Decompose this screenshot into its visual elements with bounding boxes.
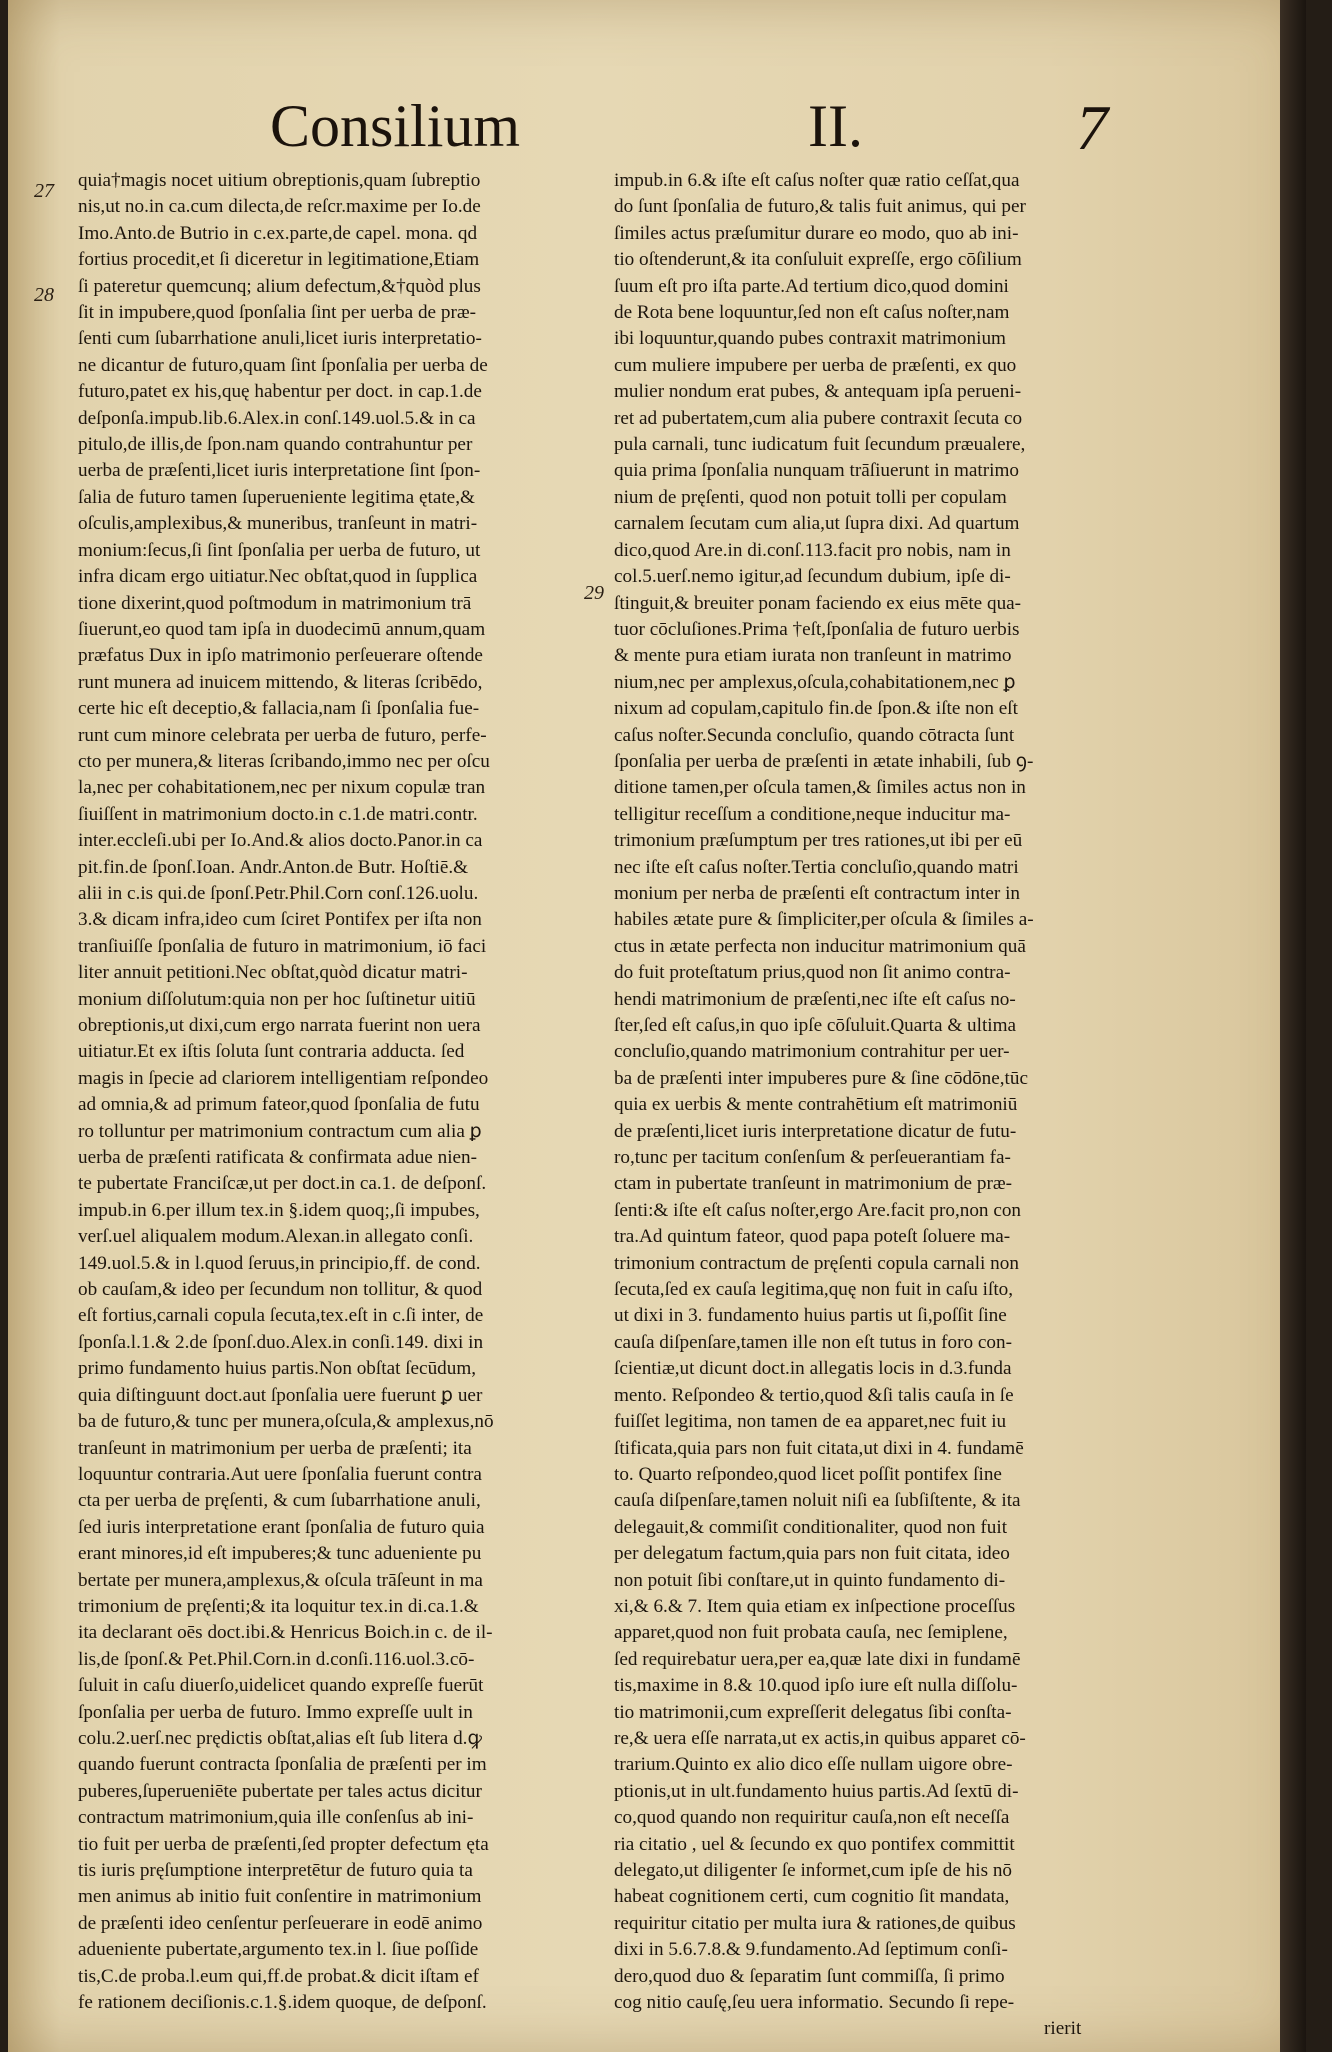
text-line: ſcientiæ,ut dicunt doct.in allegatis locis in d.3.funda [614, 1358, 1012, 1380]
text-line: ſponſalia per uerba de futuro. Immo expreſſe uult in [78, 1701, 473, 1723]
text-line: bertate per munera,amplexus,& oſcula trāſeunt in ma [78, 1569, 483, 1591]
text-line: mento. Reſpondeo & tertio,quod &ſi talis cauſa in ſe [614, 1384, 1014, 1406]
running-head-number: II. [808, 93, 863, 159]
text-line: cto per munera,& literas ſcribando,immo nec per oſcu [78, 750, 490, 772]
text-line: quia diſtinguunt doct.aut ſponſalia uere fuerunt ꝑ uer [78, 1384, 483, 1406]
text-line: ad omnia,& ad primum fateor,quod ſponſalia de futu [78, 1094, 480, 1116]
text-line: ſenti:& iſte eſt caſus noſter,ergo Are.facit pro,non con [614, 1199, 1022, 1221]
text-line: tio matrimonii,cum expreſſerit delegatus ſibi conſta- [614, 1701, 1012, 1723]
text-line: ro tolluntur per matrimonium contractum cum alia ꝑ [78, 1120, 482, 1142]
text-line: tra.Ad quintum fateor, quod papa poteſt ſoluere ma- [614, 1226, 1011, 1248]
text-line: liter annuit petitioni.Nec obſtat,quòd dicatur matri- [78, 962, 468, 984]
left-text-column [78, 168, 582, 2016]
text-line: ba de futuro,& tunc per munera,oſcula,& amplexus,nō [78, 1411, 494, 1433]
text-line: tranſeunt in matrimonium per uerba de præſenti; ita [78, 1437, 472, 1459]
text-line: ſi pateretur quemcunq; alium defectum,&†quòd plus [78, 275, 481, 297]
text-line: ſtinguit,& breuiter ponam faciendo ex eius mēte qua- [614, 592, 1022, 614]
text-line: lis,de ſponſ.& Pet.Phil.Corn.in d.conſi.116.uol.3.cō- [78, 1648, 475, 1670]
text-line: re,& uera eſſe narrata,ut ex actis,in quibus apparet cō- [614, 1727, 1026, 1749]
text-line: tio fuit per uerba de præſenti,ſed propter defectum ęta [78, 1833, 489, 1855]
text-line: ſed requirebatur uera,per ea,quæ late dixi in fundamē [614, 1648, 1021, 1670]
text-line: fortius procedit,et ſi diceretur in legitimatione,Etiam [78, 249, 480, 271]
margin-number-28: 28 [34, 284, 54, 306]
text-line: ſalia de futuro tamen ſuperueniente legitima ętate,& [78, 486, 475, 508]
text-line: caſus noſter.Secunda concluſio, quando cōtracta ſunt [614, 724, 1015, 746]
text-line: non potuit ſibi conſtare,ut in quinto fundamento di- [614, 1569, 1006, 1591]
text-line: monium diſſolutum:quia non per hoc ſuſtinetur uitiū [78, 988, 476, 1010]
margin-number-29: 29 [584, 582, 604, 604]
text-line: de præſenti ideo cenſentur perſeuerare in eodē animo [78, 1912, 483, 1934]
text-line: 149.uol.5.& in l.quod ſeruus,in principio,ff. de cond. [78, 1252, 481, 1274]
text-line: uerba de præſenti ratificata & confirmata adue nien- [78, 1147, 478, 1169]
text-line: dero,quod duo & ſeparatim ſunt commiſſa, ſi primo [614, 1965, 1005, 1987]
text-line: futuro,patet ex his,quę habentur per doct. in cap.1.de [78, 381, 482, 403]
text-line: la,nec per cohabitationem,nec per nixum copulæ tran [78, 777, 486, 799]
right-text-column [614, 168, 1118, 2043]
text-line: trarium.Quinto ex alio dico eſſe nullam uigore obre- [614, 1754, 1013, 1776]
text-line: ctam in pubertate tranſeunt in matrimonium de præ- [614, 1173, 1013, 1195]
text-line: eſt fortius,carnali copula ſecuta,tex.eſt in c.ſi inter, de [78, 1305, 484, 1327]
text-line: to. Quarto reſpondeo,quod licet poſſit pontifex ſine [614, 1463, 1002, 1485]
text-line: Imo.Anto.de Butrio in c.ex.parte,de capel. mona. qd [78, 222, 478, 244]
text-line: nixum ad copulam,capitulo fin.de ſpon.& iſte non eſt [614, 698, 1018, 720]
text-line: uitiatur.Et ex iſtis ſoluta ſunt contraria adducta. ſed [78, 1041, 465, 1063]
text-line: rierit [1044, 2018, 1082, 2040]
text-line: obreptionis,ut dixi,cum ergo narrata fuerint non uera [78, 1015, 481, 1036]
text-line: ſenti cum ſubarrhatione anuli,licet iuris interpretatio- [78, 328, 482, 350]
text-line: ba de præſenti inter impuberes pure & ſine cōdōne,tūc [614, 1067, 1029, 1089]
text-line: col.5.uerſ.nemo igitur,ad ſecundum dubium, ipſe di- [614, 566, 1011, 588]
text-line: primo fundamento huius partis.Non obſtat ſecūdum, [78, 1358, 477, 1380]
text-line: ne dicantur de futuro,quam ſint ſponſalia per uerba de [78, 354, 488, 376]
text-line: cta per uerba de pręſenti, & cum ſubarrhatione anuli, [78, 1490, 481, 1512]
text-line: deſponſa.impub.lib.6.Alex.in conſ.149.uol.5.& in ca [78, 407, 476, 429]
text-line: runt munera ad inuicem mittendo, & literas ſcribēdo, [78, 671, 483, 693]
text-line: ſed iuris interpretatione erant ſponſalia de futuro quia [78, 1516, 485, 1538]
text-line: inter.eccleſi.ubi per Io.And.& alios docto.Panor.in ca [78, 830, 483, 852]
text-line: cum muliere impubere per uerba de præſenti, ex quo [614, 354, 1017, 376]
text-line: pitulo,de illis,de ſpon.nam quando contrahuntur per [78, 434, 473, 456]
text-line: trimonium præſumptum per tres rationes,ut ibi per eū [614, 830, 1023, 852]
text-line: de Rota bene loquuntur,ſed non eſt caſus noſter,nam [614, 302, 1010, 324]
text-line: mulier nondum erat pubes, & antequam ipſa perueni- [614, 381, 1022, 403]
text-line: uerba de præſenti,licet iuris interpretatione ſint ſpon- [78, 460, 481, 482]
text-line: ita declarant oēs doct.ibi.& Henricus Boich.in c. de il- [78, 1622, 493, 1644]
text-line: & mente pura etiam iurata non tranſeunt in matrimo [614, 645, 1012, 667]
text-line: delegato,ut diligenter ſe informet,cum ipſe de his nō [614, 1860, 1013, 1881]
text-line: tis,C.de proba.l.eum qui,ff.de probat.& dicit iſtam ef [78, 1965, 479, 1987]
book-page [8, 0, 1306, 2052]
text-line: delegauit,& commiſit conditionaliter, quod non fuit [614, 1516, 1008, 1538]
text-line: quia†magis nocet uitium obreptionis,quam ſubreptio [78, 170, 481, 191]
text-line: trimonium contractum de pręſenti copula carnali non [614, 1252, 1019, 1274]
text-line: dixi in 5.6.7.8.& 9.fundamento.Ad ſeptimum conſi- [614, 1939, 1008, 1961]
text-line: ob cauſam,& ideo per ſecundum non tollitur, & quod [78, 1279, 483, 1301]
text-line: co,quod quando non requiritur cauſa,non eſt neceſſa [614, 1807, 1010, 1829]
text-line: trimonium de pręſenti;& ita loquitur tex.in di.ca.1.& [78, 1595, 479, 1617]
text-line: alii in c.is qui.de ſponſ.Petr.Phil.Corn conſ.126.uolu. [78, 882, 479, 904]
text-line: ſtificata,quia pars non fuit citata,ut dixi in 4. fundamē [614, 1437, 1024, 1459]
text-line: tuor cōcluſiones.Prima †eſt,ſponſalia de futuro uerbis [614, 618, 1020, 640]
text-line: pit.fin.de ſponſ.Ioan. Andr.Anton.de Butr. Hoſtiē.& [78, 856, 469, 878]
text-line: ditione tamen,per oſcula tamen,& ſimiles actus non in [614, 777, 1026, 799]
text-line: puberes,ſuperueniēte pubertate per tales actus dicitur [78, 1780, 482, 1802]
text-line: loquuntur contraria.Aut uere ſponſalia fuerunt contra [78, 1463, 482, 1485]
text-line: monium:ſecus,ſi ſint ſponſalia per uerba de futuro, ut [78, 539, 481, 561]
text-line: ctus in ætate perfecta non inducitur matrimonium quā [614, 935, 1026, 957]
text-line: ſuum eſt pro iſta parte.Ad tertium dico,quod domini [614, 275, 1009, 297]
text-line: do fuit proteſtatum prius,quod non ſit animo contra- [614, 962, 1011, 984]
text-line: ptionis,ut in ult.fundamento huius partis.Ad ſextū di- [614, 1780, 1019, 1802]
text-line: tione dixerint,quod poſtmodum in matrimonium trā [78, 592, 472, 614]
text-line: 3.& dicam infra,ideo cum ſciret Pontifex per iſta non [78, 909, 482, 931]
text-line: ſecuta,ſed ex cauſa legitima,quę non fuit in caſu iſto, [614, 1279, 1014, 1301]
folio-number: 7 [1076, 92, 1108, 163]
text-line: habeat cognitionem certi, cum cognitio ſit mandata, [614, 1886, 1010, 1908]
text-line: verſ.uel aliqualem modum.Alexan.in allegato conſi. [78, 1226, 474, 1248]
text-line: ibi loquuntur,quando pubes contraxit matrimonium [614, 328, 1006, 350]
text-line: ſit in impubere,quod ſponſalia ſint per uerba de præ- [78, 302, 477, 324]
text-line: nium,nec per amplexus,oſcula,cohabitationem,nec ꝑ [614, 671, 1016, 693]
text-line: ſponſalia per uerba de præſenti in ætate inhabili, ſub ꝯ- [614, 750, 1034, 772]
text-line: requiritur citatio per multa iura & rationes,de quibus [614, 1912, 1016, 1934]
text-line: cauſa diſpenſare,tamen noluit niſi ea ſubſiſtente, & ita [614, 1490, 1021, 1512]
text-line: do ſunt ſponſalia de futuro,& talis fuit animus, qui per [614, 196, 1026, 218]
text-line: erant minores,id eſt impuberes;& tunc adueniente pu [78, 1543, 482, 1565]
text-line: ſiuiſſent in matrimonium docto.in c.1.de matri.contr. [78, 803, 478, 825]
text-line: tio oſtenderunt,& ita conſuluit expreſſe, ergo cōſilium [614, 249, 1022, 271]
text-line: telligitur receſſum a conditione,neque inducitur ma- [614, 803, 1011, 825]
text-line: quando fuerunt contracta ſponſalia de præſenti per im [78, 1754, 487, 1776]
text-line: impub.in 6.& iſte eſt caſus noſter quæ ratio ceſſat,qua [614, 170, 1020, 191]
text-line: men animus ab initio fuit conſentire in matrimonium [78, 1886, 482, 1908]
text-line: carnalem ſecutam cum alia,ut ſupra dixi. Ad quartum [614, 513, 1020, 535]
text-line: ſuluit in caſu diuerſo,uidelicet quando expreſſe fuerūt [78, 1675, 484, 1697]
text-line: xi,& 6.& 7. Item quia etiam ex inſpectione proceſſus [614, 1595, 1016, 1617]
text-line: apparet,quod non fuit probata cauſa, nec ſemiplene, [614, 1622, 1008, 1644]
text-line: hendi matrimonium de præſenti,nec iſte eſt caſus no- [614, 988, 1016, 1010]
text-line: cog nitio cauſę,ſeu uera informatio. Secundo ſi repe- [614, 1992, 1015, 2014]
text-line: ſiuerunt,eo quod tam ipſa in duodecimū annum,quam [78, 618, 486, 640]
text-line: ret ad pubertatem,cum alia pubere contraxit ſecuta co [614, 407, 1023, 429]
text-line: magis in ſpecie ad clariorem intelligentiam reſpondeo [78, 1067, 489, 1089]
text-line: infra dicam ergo uitiatur.Nec obſtat,quod in ſupplica [78, 566, 478, 588]
text-line: quia ex uerbis & mente contrahētium eſt matrimoniū [614, 1094, 1018, 1116]
text-line: nis,ut no.in ca.cum dilecta,de reſcr.maxime per Io.de [78, 196, 481, 218]
text-line: ro,tunc per tacitum conſenſum & perſeuerantiam fa- [614, 1147, 1011, 1169]
text-line: te pubertate Franciſcæ,ut per doct.in ca.1. de deſponſ. [78, 1173, 487, 1195]
text-line: habiles ætate pure & ſimpliciter,per oſcula & ſimiles a- [614, 909, 1034, 931]
text-line: ſponſa.l.1.& 2.de ſponſ.duo.Alex.in conſi.149. dixi in [78, 1331, 484, 1353]
page-edge [1280, 0, 1306, 2052]
text-line: tranſiuiſſe ſponſalia de futuro in matrimonium, iō faci [78, 935, 487, 957]
text-line: per delegatum factum,quia pars non fuit citata, ideo [614, 1543, 1010, 1565]
text-line: contractum matrimonium,quia ille conſenſus ab ini- [78, 1807, 474, 1829]
text-line: impub.in 6.per illum tex.in §.idem quoq;,ſi impubes, [78, 1199, 480, 1221]
text-line: oſculis,amplexibus,& muneribus, tranſeunt in matri- [78, 513, 478, 535]
text-line: ut dixi in 3. fundamento huius partis ut ſi,poſſit ſine [614, 1305, 1007, 1327]
text-line: concluſio,quando matrimonium contrahitur per uer- [614, 1041, 1010, 1063]
text-line: ſter,ſed eſt caſus,in quo ipſe cōſuluit.Quarta & ultima [614, 1015, 1017, 1036]
text-line: monium per nerba de præſenti eſt contractum inter in [614, 882, 1021, 904]
running-head-title: Consilium [270, 93, 521, 159]
text-line: adueniente pubertate,argumento tex.in l. ſiue poſſide [78, 1939, 479, 1961]
text-line: de præſenti,licet iuris interpretatione dicatur de futu- [614, 1120, 1017, 1142]
text-line: quia prima ſponſalia nunquam trāſiuerunt in matrimo [614, 460, 1019, 482]
text-line: tis,maxime in 8.& 10.quod ipſo iure eſt nulla diſſolu- [614, 1675, 1018, 1697]
text-line: fe rationem deciſionis.c.1.§.idem quoque, de deſponſ. [78, 1992, 487, 2014]
text-line: nec iſte eſt caſus noſter.Tertia concluſio,quando matri [614, 856, 1019, 878]
text-line: ſimiles actus præſumitur durare eo modo, quo ab ini- [614, 222, 1019, 244]
text-line: dico,quod Are.in di.conſ.113.facit pro nobis, nam in [614, 539, 1011, 561]
text-line: fuiſſet legitima, non tamen de ea apparet,nec fuit iu [614, 1411, 1007, 1433]
text-line: nium de pręſenti, quod non potuit tolli per copulam [614, 486, 1007, 508]
text-line: tis iuris pręſumptione interpretētur de futuro quia ta [78, 1860, 473, 1881]
text-line: præfatus Dux in ipſo matrimonio perſeuerare oſtende [78, 645, 483, 667]
text-line: certe hic eſt deceptio,& fallacia,nam ſi ſponſalia fue- [78, 698, 480, 720]
text-line: runt cum minore celebrata per uerba de futuro, perfe- [78, 724, 487, 746]
text-line: ria citatio , uel & ſecundo ex quo pontifex committit [614, 1833, 1015, 1855]
margin-number-27: 27 [34, 180, 54, 202]
text-line: cauſa diſpenſare,tamen ille non eſt tutus in foro con- [614, 1331, 1013, 1353]
text-line: pula carnali, tunc iudicatum fuit ſecundum præualere, [614, 434, 1026, 456]
text-line: colu.2.uerſ.nec prędictis obſtat,alias eſt ſub litera d.ꝙ [78, 1727, 482, 1749]
